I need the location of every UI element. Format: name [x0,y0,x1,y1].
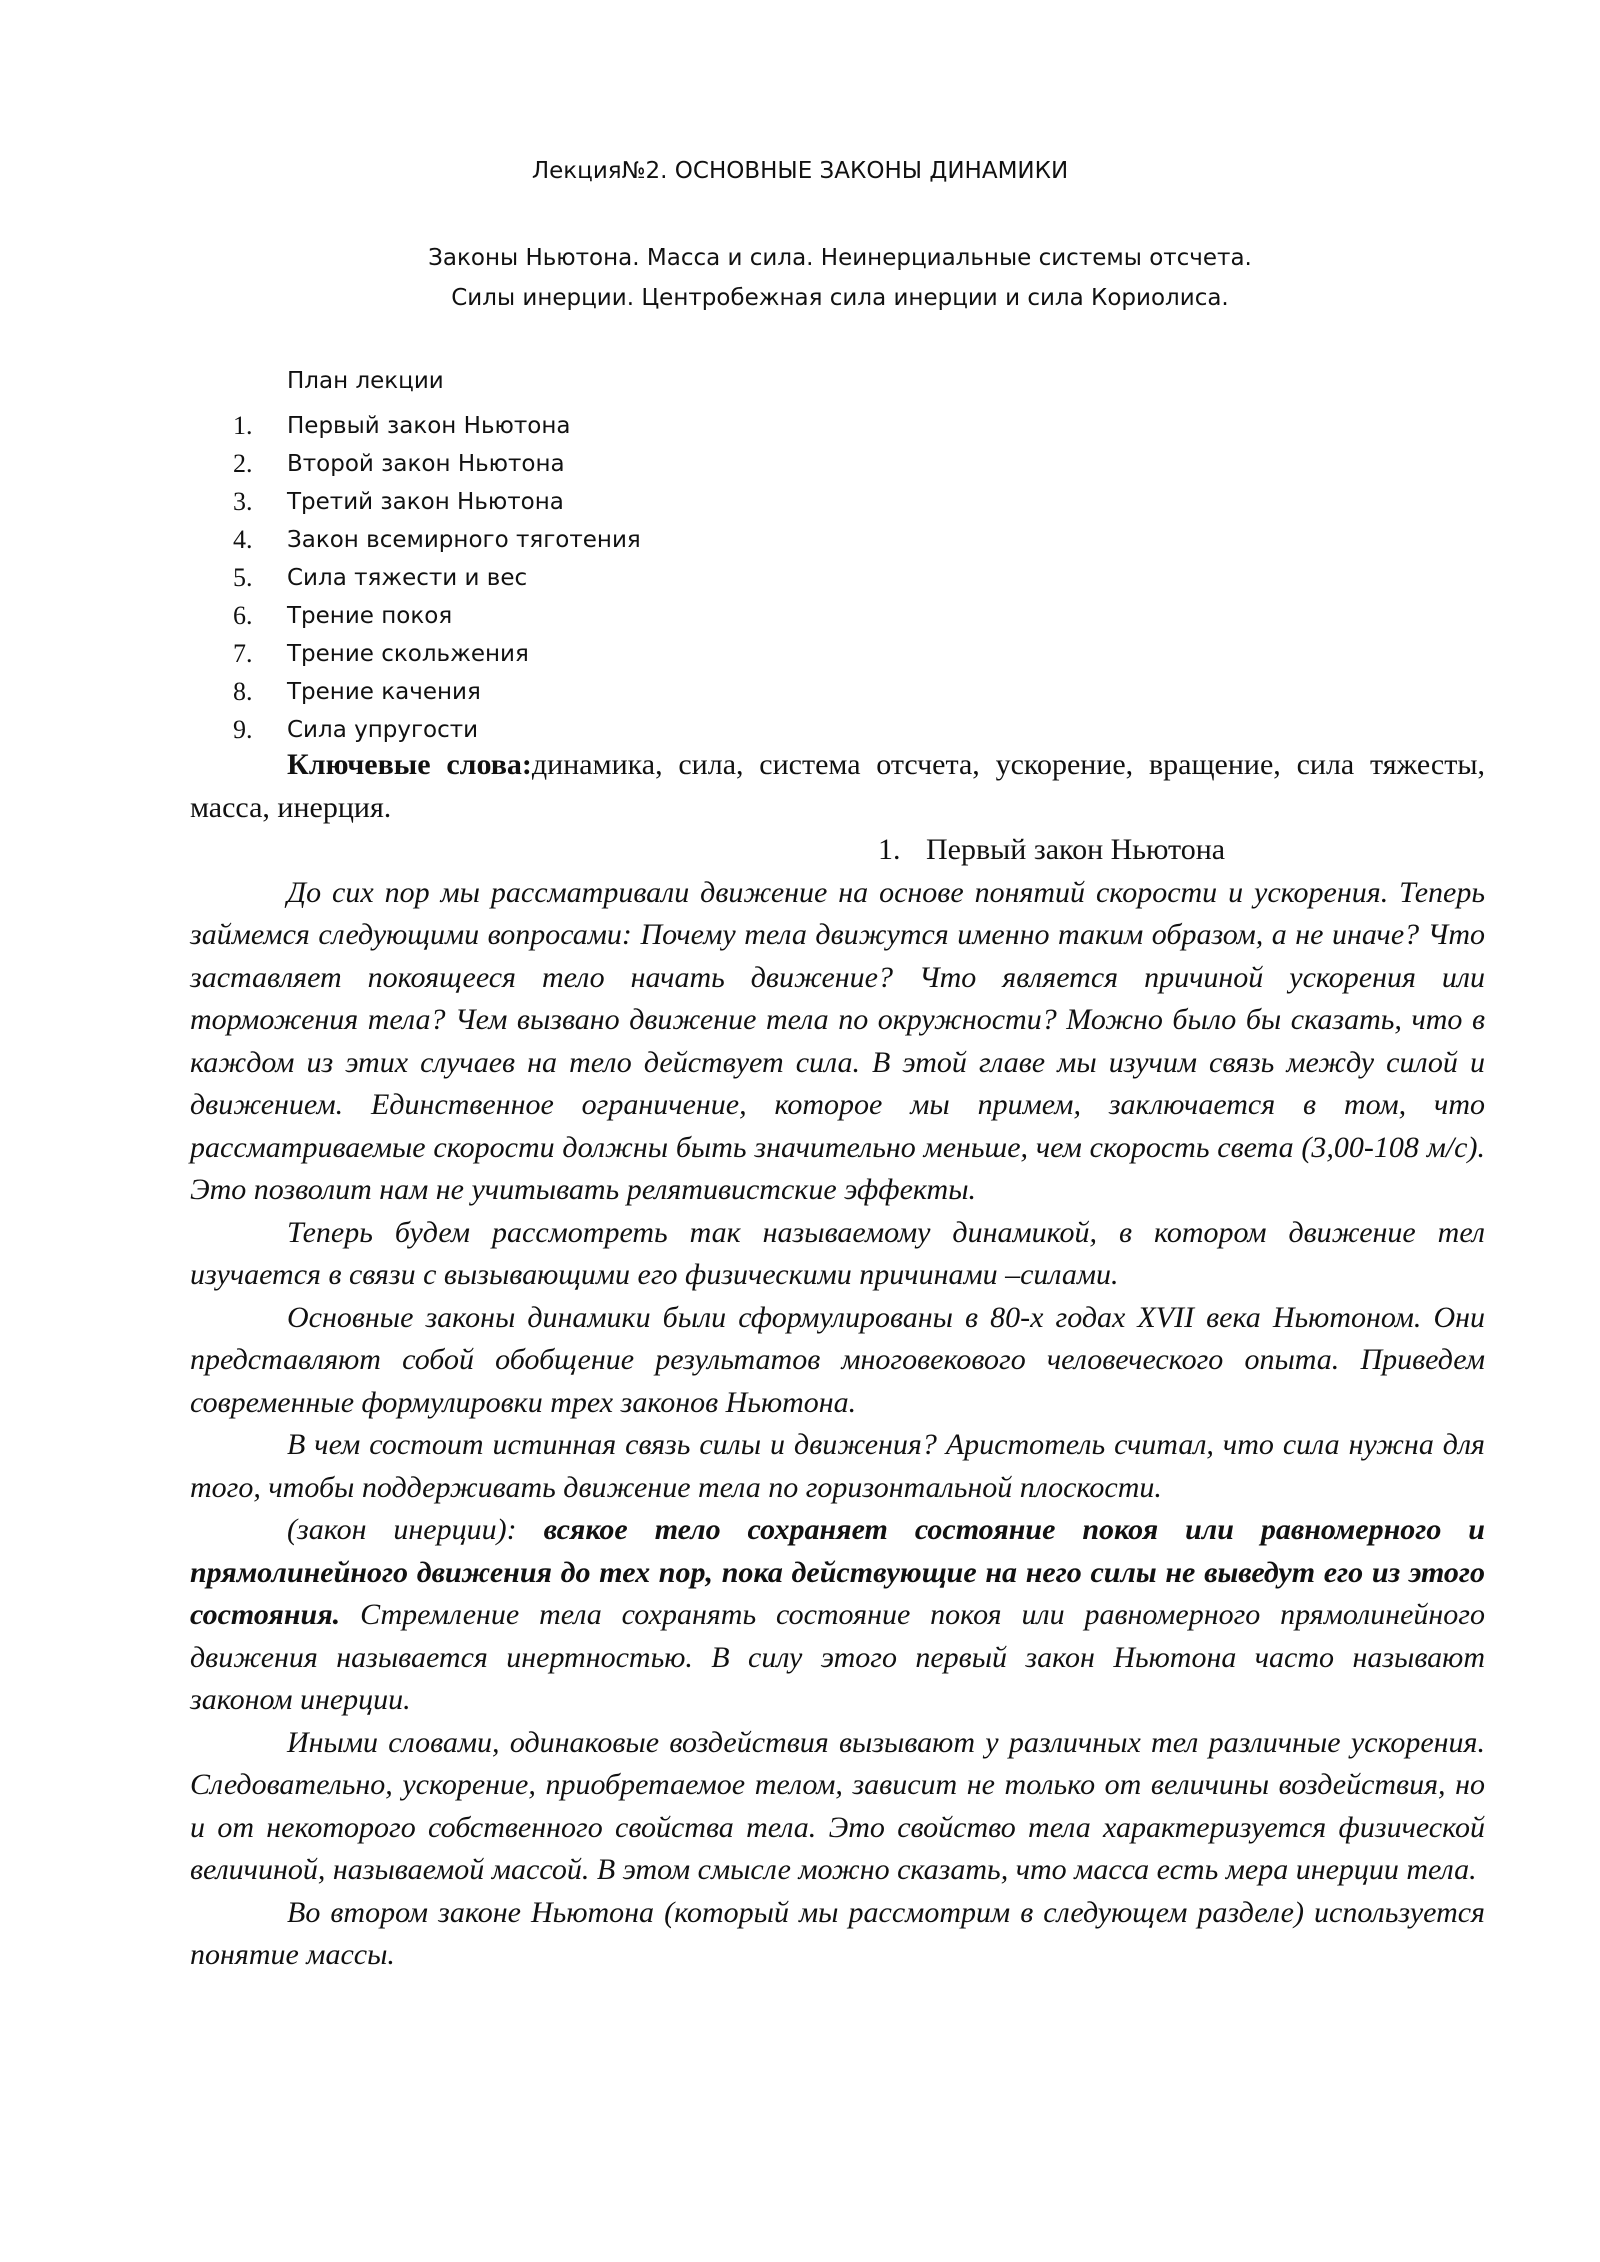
keywords-paragraph [190,744,1485,829]
list-item-number: 9. [233,715,253,744]
section-heading [190,829,1485,872]
inertia-law-intro: (закон инерции): [287,1513,544,1546]
list-item-label: Сила тяжести и вес [287,565,528,591]
list-item-number: 3. [233,487,253,516]
list-item-label: Трение скольжения [287,641,529,667]
list-item-label: Трение покоя [287,603,453,629]
lecture-body [190,744,1485,1977]
list-item-label: Закон всемирного тяготения [287,527,641,553]
list-item-label: Первый закон Ньютона [287,413,571,439]
inertia-law-rest: Стремление тела сохранять состояние покоя или равномерного прямолинейного движения называется инертностью. В силу этого первый закон Ньютона часто называют законом инерции. [190,1598,1485,1716]
paragraph: Теперь будем рассмотреть так называемому динамикой, в котором движение тел изучается в связи с вызывающими его физическими причинами –силами. [190,1215,1485,1291]
list-item [233,597,641,635]
list-item [233,521,641,559]
list-item-label: Сила упругости [287,717,479,743]
paragraph: Во втором законе Ньютона (который мы рассмотрим в следующем разделе) используется понятие массы. [190,1895,1485,1971]
page-title: Лекция№2. ОСНОВНЫЕ ЗАКОНЫ ДИНАМИКИ [531,158,1069,184]
paragraph: В чем состоит истинная связь силы и движения? Аристотель считал, что сила нужна для того, чтобы поддерживать движение тела по горизонтальной плоскости. [190,1428,1485,1504]
list-item-label: Трение качения [287,679,481,705]
page-subtitle [340,238,1340,318]
inertia-law-paragraph [190,1509,1485,1722]
plan-list [233,407,641,749]
list-item-number: 5. [233,563,253,592]
plan-heading: План лекции [287,368,444,394]
list-item-label: Второй закон Ньютона [287,451,565,477]
section-title: Первый закон Ньютона [926,833,1226,866]
list-item-number: 6. [233,601,253,630]
list-item-label: Третий закон Ньютона [287,489,564,515]
list-item-number: 4. [233,525,253,554]
paragraph: До сих пор мы рассматривали движение на основе понятий скорости и ускорения. Теперь займемся следующими вопросами: Почему тела движутся именно таким образом, а не иначе? Что заставляет покоящееся тело начать движение? Что является причиной ускорения или торможения тела? Чем вызвано движение тела по окружности? Можно было бы сказать, что в каждом из этих случаев на тело действует сила. В этой главе мы изучим связь между силой и движением. Единственное ограничение, которое мы примем, заключается в том, что рассматриваемые скорости должны быть значительно меньше, чем скорость света (3,00-108 м/с). Это позволит нам не учитывать релятивистские эффекты. [190,875,1485,1206]
paragraph: Основные законы динамики были сформулированы в 80-х годах XVII века Ньютоном. Они представляют собой обобщение результатов многовекового человеческого опыта. Приведем современные формулировки трех законов Ньютона. [190,1300,1485,1419]
keywords-text: динамика, сила, система отсчета, ускорение, вращение, сила тяжесты, масса, инерция. [190,748,1485,824]
subtitle-line: Силы инерции. Центробежная сила инерции и сила Кориолиса. [451,285,1229,311]
list-item [233,673,641,711]
subtitle-line: Законы Ньютона. Масса и сила. Неинерциальные системы отсчета. [428,245,1252,271]
section-number: 1. [878,833,901,866]
list-item [233,445,641,483]
list-item-number: 7. [233,639,253,668]
list-item [233,559,641,597]
list-item [233,483,641,521]
list-item [233,635,641,673]
keywords-label: Ключевые слова: [287,748,532,781]
list-item-number: 1. [233,411,253,440]
list-item [233,407,641,445]
inertia-law-statement: всякое тело сохраняет состояние покоя или равномерного и прямолинейного движения до тех пор, пока действующие на него силы не выведут его из этого состояния. [190,1513,1485,1631]
list-item-number: 8. [233,677,253,706]
list-item-number: 2. [233,449,253,478]
paragraph: Иными словами, одинаковые воздействия вызывают у различных тел различные ускорения. Следовательно, ускорение, приобретаемое телом, зависит не только от величины воздействия, но и от некоторого собственного свойства тела. Это свойство тела характеризуется физической величиной, называемой массой. В этом смысле можно сказать, что масса есть мера инерции тела. [190,1725,1485,1886]
